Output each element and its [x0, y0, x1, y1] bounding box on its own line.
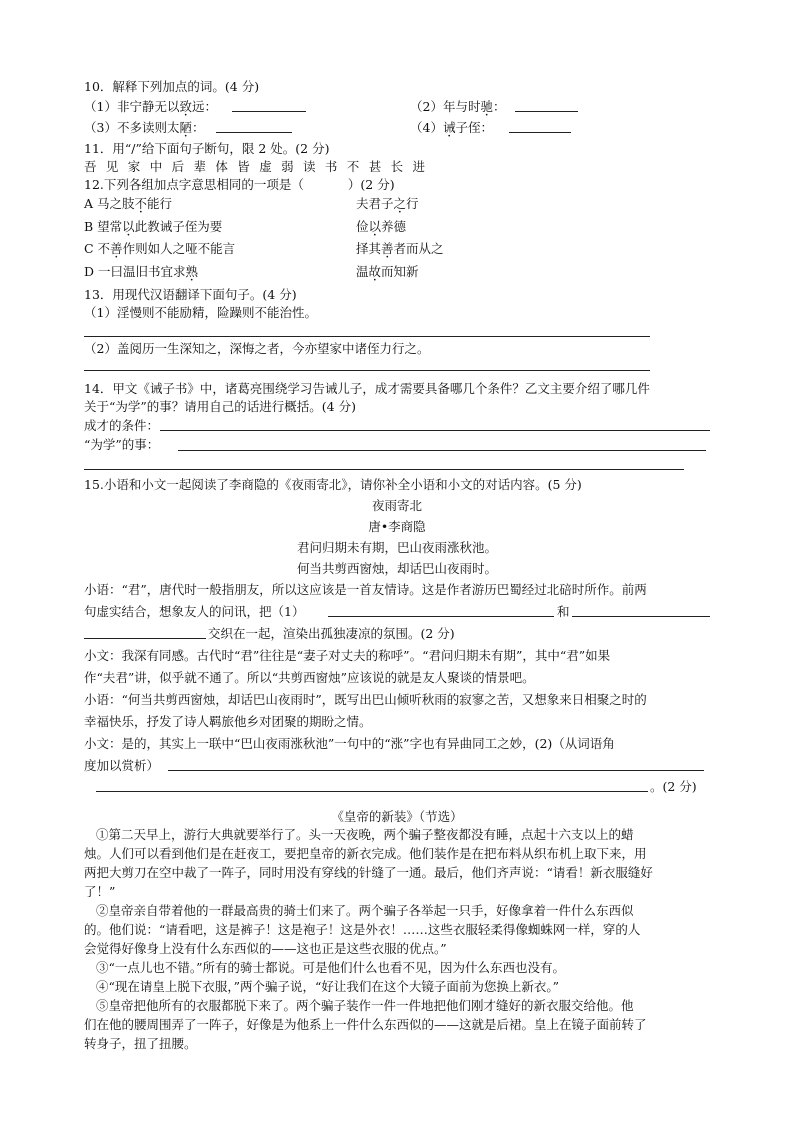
q15-title: 15.小语和小文一起阅读了李商隐的《夜雨寄北》，请你补全小语和小文的对话内容。(5 分): [84, 477, 582, 492]
dialog-1-line-3: 交织在一起，渲染出孤独凄凉的氛围。(2 分): [208, 626, 455, 641]
passage-p5-line-2: 们在他的腰周围弄了一阵子，好像是为他系上一件什么东西似的——这就是后裙。皇上在镜子面前转了: [84, 1017, 647, 1032]
q10-answer-blank-1[interactable]: [232, 99, 306, 112]
q11-title: 11．用“/”给下面句子断句，限 2 处。(2 分): [84, 141, 330, 156]
q13-answer-line-2[interactable]: [84, 370, 650, 371]
q10-answer-blank-4[interactable]: [509, 120, 571, 133]
q13-title: 13．用现代汉语翻译下面句子。(4 分): [84, 287, 297, 302]
q12-title: 12.下列各组加点字意思相同的一项是（ ）(2 分): [84, 177, 395, 192]
passage-p2-line-2: 的。他们说：“请看吧，这是裤子！这是袍子！这是外衣！……这些衣服轻柔得像蜘蛛网一样，穿的人: [84, 922, 641, 937]
emphasis-dot-char: 不: [134, 196, 148, 211]
q10-title: 10．解释下列加点的词。(4 分): [84, 79, 260, 94]
passage-p1-line-1: ①第二天早上，游行大典就要举行了。头一天夜晚，两个骗子整夜都没有睡，点起十六支以上的蜡: [96, 827, 634, 842]
passage-p4-line-1: ④“现在请皇上脱下衣服，”两个骗子说，“好让我们在这个大镜子面前为您换上新衣。”: [96, 979, 560, 994]
dialog-2-line-1: 小文：我深有同感。古代时“君”往往是“妻子对丈夫的称呼”。“君问归期未有期”，其中“君”如果: [84, 648, 611, 663]
dialog-4-line-1: 小文：是的，其实上一联中“巴山夜雨涨秋池”一句中的“涨”字也有异曲同工之妙，(2)（从词语角: [84, 736, 615, 751]
emphasis-dot-char: 熟: [185, 264, 199, 279]
emphasis-dot-char: 以: [368, 219, 382, 234]
q15-answer-blank-1c[interactable]: [84, 626, 206, 639]
poem-author: 唐•李商隐: [368, 519, 426, 534]
passage-title: 《皇帝的新装》（节选）: [331, 809, 463, 824]
q15-answer-blank-1b[interactable]: [572, 604, 710, 617]
q13-answer-line-1[interactable]: [84, 336, 650, 337]
poem-line-2: 何当共剪西窗烛，却话巴山夜雨时。: [296, 561, 497, 576]
passage-p5-line-1: ⑤皇帝把他所有的衣服都脱下来了。两个骗子装作一件一件地把他们刚才缝好的新衣服交给他。他: [96, 998, 634, 1013]
passage-p3-line-1: ③“一点儿也不错。”所有的骑士都说。可是他们什么也看不见，因为什么东西也没有。: [96, 960, 566, 975]
q14-answer-line-conditions[interactable]: [160, 430, 710, 431]
passage-p1-line-3: 两把大剪刀在空中裁了一阵子，同时用没有穿线的针缝了一通。最后，他们齐声说：“请看！新衣服缝好: [84, 865, 653, 880]
dialog-1-line-2a: 句虚实结合，想象友人的问讯，把（1）: [84, 604, 305, 619]
dialog-3-line-2: 幸福快乐，抒发了诗人羁旅他乡对团聚的期盼之情。: [84, 714, 372, 729]
q14-label-study: “为学”的事：: [84, 437, 160, 452]
q13-sentence-2: （2）盖阅历一生深知之，深悔之者，今亦望家中诸侄力行之。: [84, 341, 430, 356]
q10-answer-blank-3[interactable]: [216, 120, 292, 133]
q14-answer-line-study-1[interactable]: [178, 450, 706, 451]
dialog-1-line-2b: 和: [557, 604, 570, 619]
q10-item-2: （2）年与时驰：: [410, 99, 506, 114]
q12-option-c-right: 择其善者而从之: [356, 241, 444, 256]
passage-p1-line-4: 了！”: [84, 884, 116, 899]
emphasis-dot-char: 善: [110, 241, 123, 256]
emphasis-dot-char: 驰: [480, 99, 493, 114]
passage-p1-line-2: 烛。人们可以看到他们是在赶夜工，要把皇帝的新衣完成。他们装作是在把布料从织布机上取下来，用: [84, 846, 647, 861]
poem-line-1: 君问归期未有期，巴山夜雨涨秋池。: [296, 540, 497, 555]
q13-sentence-1: （1）淫慢则不能励精，险躁则不能治性。: [84, 305, 317, 320]
passage-p2-line-1: ②皇帝亲自带着他的一群最高贵的骑士们来了。两个骗子各举起一只手，好像拿着一件什么东西似: [96, 903, 634, 918]
q10-answer-blank-2[interactable]: [515, 99, 578, 112]
q12-option-a-right: 夫君子之行: [356, 196, 419, 211]
dialog-4-line-2: 度加以赏析）: [84, 758, 160, 773]
q10-item-4: （4）诫子侄：: [410, 120, 493, 135]
q10-item-1: （1）非宁静无以致远：: [84, 99, 217, 114]
dialog-2-line-2: 作“夫君”讲，似乎就不通了。所以“共剪西窗烛”应该说的就是友人聚谈的情景吧。: [84, 670, 535, 685]
dialog-1-line-1: 小语：“君”，唐代时一般指朋友，所以这应该是一首友情诗。这是作者游历巴蜀经过北碚时所作。前两: [84, 582, 647, 597]
q12-option-d-right: 温故而知新: [356, 264, 419, 279]
q14-line-2: 关于“为学”的事？请用自己的话进行概括。(4 分): [84, 399, 356, 414]
dialog-3-line-1: 小语：“何当共剪西窗烛，却话巴山夜雨时”，既写出巴山倾听秋雨的寂寥之苦，又想象来日相聚之时的: [84, 692, 647, 707]
emphasis-dot-char: 以: [122, 219, 135, 234]
emphasis-dot-char: 之: [393, 196, 407, 211]
q12-option-b-left: B 望常以此教诫子侄为要: [84, 219, 223, 234]
passage-p5-line-3: 转身子，扭了扭腰。: [84, 1036, 197, 1051]
q10-item-3: （3）不多读则太陋：: [84, 120, 205, 135]
q12-option-a-left: A 马之肢不能行: [84, 196, 173, 211]
emphasis-dot-char: 善: [381, 241, 394, 256]
q14-label-conditions: 成才的条件：: [84, 418, 160, 433]
poem-title: 夜雨寄北: [371, 498, 422, 513]
q15-answer-blank-1a[interactable]: [328, 604, 554, 617]
q15-answer-line-2a[interactable]: [168, 770, 704, 771]
q15-answer-line-2b[interactable]: [96, 791, 648, 792]
q12-option-d-left: D 一曰温旧书宜求熟: [84, 264, 199, 279]
q14-line-1: 14．甲文《诫子书》中，诸葛亮围绕学习告诫儿子，成才需要具备哪几个条件？乙文主要介绍了哪几件: [84, 381, 650, 396]
emphasis-dot-char: 故: [368, 264, 382, 279]
dialog-4-end: 。(2 分): [650, 779, 697, 794]
q11-sentence: 吾见家中后辈体皆虚弱读书不甚长进: [84, 159, 435, 174]
passage-p2-line-3: 会觉得好像身上没有什么东西似的——这也正是这些衣服的优点。”: [84, 941, 447, 956]
q14-answer-line-study-2[interactable]: [84, 469, 684, 470]
q12-option-c-left: C 不善作则如人之哑不能言: [84, 241, 236, 256]
q12-option-b-right: 俭以养德: [356, 219, 407, 234]
emphasis-dot-char: 诫: [442, 120, 456, 135]
emphasis-dot-char: 陋: [179, 120, 192, 135]
emphasis-dot-char: 致: [179, 99, 192, 114]
